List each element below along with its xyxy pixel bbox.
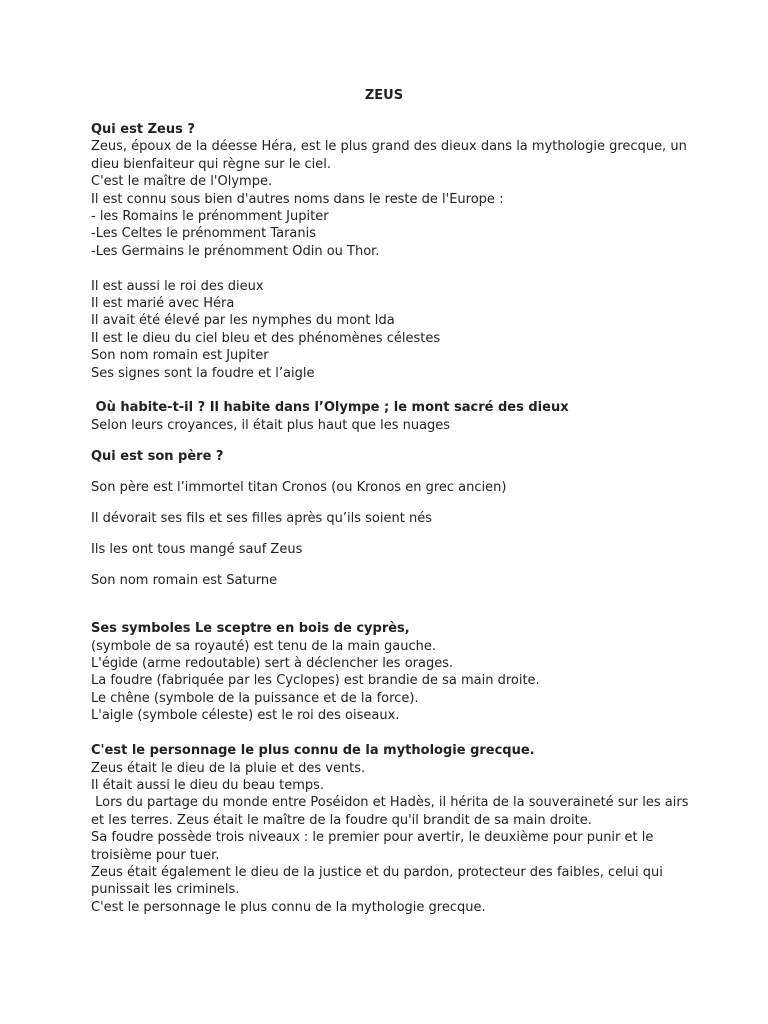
document-title: ZEUS: [364, 88, 404, 103]
text-paragraph: Ils les ont tous mangé sauf Zeus: [91, 541, 303, 557]
section-heading-symbols: Ses symboles Le sceptre en bois de cyprès,: [91, 621, 410, 637]
spacer: [91, 260, 681, 277]
text-paragraph: Son père est l’immortel titan Cronos (ou Kronos en grec ancien): [91, 479, 507, 495]
text-line: Zeus, époux de la déesse Héra, est le plus grand des dieux dans la mythologie grecque, un: [91, 139, 687, 155]
text-line: La foudre (fabriquée par les Cyclopes) est brandie de sa main droite.: [91, 673, 540, 689]
text-paragraph: Il dévorait ses fils et ses filles après qu’ils soient nés: [91, 510, 432, 526]
text-line: C'est le personnage le plus connu de la mythologie grecque.: [91, 899, 486, 915]
text-line: Il est connu sous bien d'autres noms dans le reste de l'Europe :: [91, 191, 504, 207]
spacer: [91, 434, 681, 448]
spacer: [91, 607, 681, 621]
text-line: -Les Celtes le prénomment Taranis: [91, 226, 317, 242]
section-heading-who-is-zeus: Qui est Zeus ?: [91, 122, 195, 137]
text-line: Ses signes sont la foudre et l’aigle: [91, 365, 315, 381]
section-heading-famous-character: C'est le personnage le plus connu de la mythologie grecque.: [91, 743, 535, 759]
text-line: punissait les criminels.: [91, 882, 240, 898]
text-line: Selon leurs croyances, il était plus haut que les nuages: [91, 417, 451, 433]
text-line: Zeus était le dieu de la pluie et des vents.: [91, 760, 366, 776]
text-line: Zeus était également le dieu de la justice et du pardon, protecteur des faibles, celui qui: [91, 864, 663, 880]
text-line: Il avait été élevé par les nymphes du mont Ida: [91, 313, 395, 329]
text-line: Lors du partage du monde entre Poséidon et Hadès, il hérita de la souveraineté sur les airs: [91, 795, 689, 811]
text-line: dieu bienfaiteur qui règne sur le ciel.: [91, 156, 331, 172]
spacer: [91, 382, 681, 399]
text-line: Le chêne (symbole de la puissance et de la force).: [91, 690, 419, 706]
text-line: Son nom romain est Jupiter: [91, 348, 269, 364]
text-line: troisième pour tuer.: [91, 847, 220, 863]
text-line: Il était aussi le dieu du beau temps.: [91, 777, 325, 793]
document-body: [91, 121, 689, 916]
spacer: [91, 465, 681, 479]
text-line: - les Romains le prénomment Jupiter: [91, 209, 329, 225]
text-line: Sa foudre possède trois niveaux : le premier pour avertir, le deuxième pour punir et le: [91, 830, 654, 846]
text-line: -Les Germains le prénomment Odin ou Thor.: [91, 243, 380, 259]
text-line: Il est aussi le roi des dieux: [91, 278, 264, 294]
spacer: [91, 558, 681, 572]
section-heading-residence: Où habite-t-il ? Il habite dans l’Olympe ; le mont sacré des dieux: [91, 400, 569, 416]
spacer: [91, 725, 681, 742]
text-line: L'égide (arme redoutable) sert à déclencher les orages.: [91, 656, 454, 672]
spacer: [91, 589, 681, 606]
text-line: L'aigle (symbole céleste) est le roi des oiseaux.: [91, 708, 400, 724]
text-line: C'est le maître de l'Olympe.: [91, 174, 273, 190]
text-line: Il est le dieu du ciel bleu et des phénomènes célestes: [91, 330, 441, 346]
text-paragraph: Son nom romain est Saturne: [91, 572, 278, 588]
section-heading-father: Qui est son père ?: [91, 448, 224, 464]
text-line: Il est marié avec Héra: [91, 296, 235, 312]
text-line: et les terres. Zeus était le maître de la foudre qu'il brandit de sa main droite.: [91, 812, 592, 828]
spacer: [91, 527, 681, 541]
text-line: (symbole de sa royauté) est tenu de la main gauche.: [91, 638, 437, 654]
spacer: [91, 496, 681, 510]
